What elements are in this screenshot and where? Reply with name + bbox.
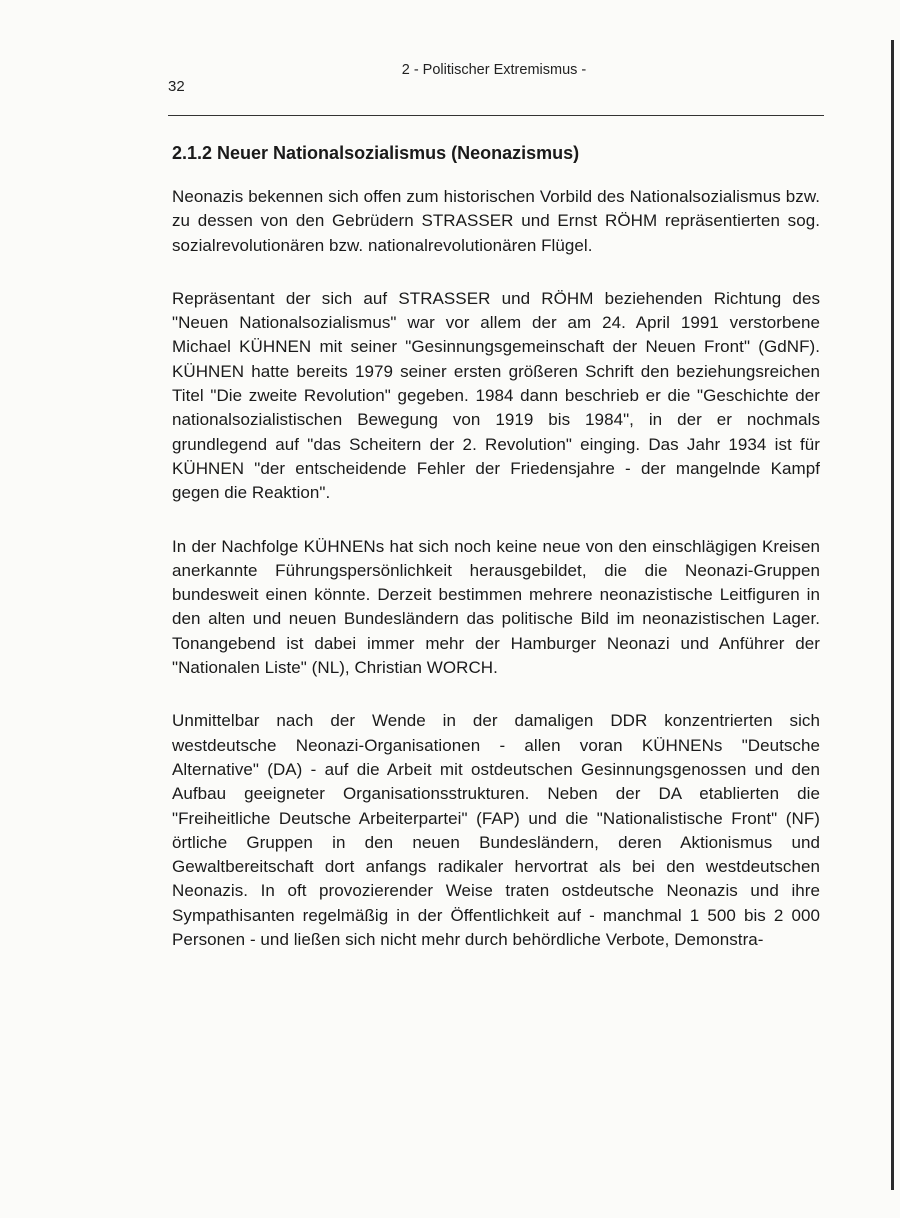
header-rule [168, 115, 824, 116]
running-head: 2 - Politischer Extremismus - [401, 62, 587, 78]
paragraph-4: Unmittelbar nach der Wende in der damaligen DDR konzentrierten sich westdeutsche Neonazi-Organisationen - allen voran KÜHNENs "Deutsche Alternative" (DA) - auf die Arbeit mit ostdeutschen Gesinnungsgenossen und den Aufbau geeigneter Organisationsstrukturen. Neben der DA etablierten die "Freiheitliche Deutsche Arbeiterpartei" (FAP) und die "Nationalistische Front" (NF) örtliche Gruppen in den neuen Bundesländern, deren Aktionismus und Gewaltbereitschaft dort anfangs radikaler hervortrat als bei den westdeutschen Neonazis. In oft provozierender Weise traten ostdeutsche Neonazis und ihre Sympathisanten regelmäßig in der Öffentlichkeit auf - manchmal 1 500 bis 2 000 Personen - und ließen sich nicht mehr durch behördliche Verbote, Demonstra- [172, 711, 820, 950]
page-edge-shadow [891, 40, 894, 1190]
page-body [172, 141, 820, 981]
page-header [168, 62, 820, 102]
paragraph-2: Repräsentant der sich auf STRASSER und RÖHM beziehenden Richtung des "Neuen Nationalsozialismus" war vor allem der am 24. April 1991 verstorbene Michael KÜHNEN mit seiner "Gesinnungsgemeinschaft der Neuen Front" (GdNF). KÜHNEN hatte bereits 1979 seiner ersten größeren Schrift den beziehungsreichen Titel "Die zweite Revolution" gegeben. 1984 dann beschrieb er die "Geschichte der nationalsozialistischen Bewegung von 1919 bis 1984", in der er nochmals grundlegend auf "das Scheitern der 2. Revolution" einging. Das Jahr 1934 ist für KÜHNEN "der entscheidende Fehler der Friedensjahre - der mangelnde Kampf gegen die Reaktion". [172, 288, 820, 503]
paragraph-1: Neonazis bekennen sich offen zum historischen Vorbild des Nationalsozialismus bzw. zu dessen von den Gebrüdern STRASSER und Ernst RÖHM repräsentierten sog. sozialrevolutionären bzw. nationalrevolutionären Flügel. [172, 187, 820, 255]
section-heading: 2.1.2 Neuer Nationalsozialismus (Neonazismus) [172, 143, 580, 163]
paragraph-3: In der Nachfolge KÜHNENs hat sich noch keine neue von den einschlägigen Kreisen anerkannte Führungspersönlichkeit herausgebildet, die die Neonazi-Gruppen bundesweit einen könnte. Derzeit bestimmen mehrere neonazistische Leitfiguren in den alten und neuen Bundesländern das politische Bild im neonazistischen Lager. Tonangebend ist dabei immer mehr der Hamburger Neonazi und Anführer der "Nationalen Liste" (NL), Christian WORCH. [172, 536, 820, 678]
page-number: 32 [168, 78, 185, 95]
